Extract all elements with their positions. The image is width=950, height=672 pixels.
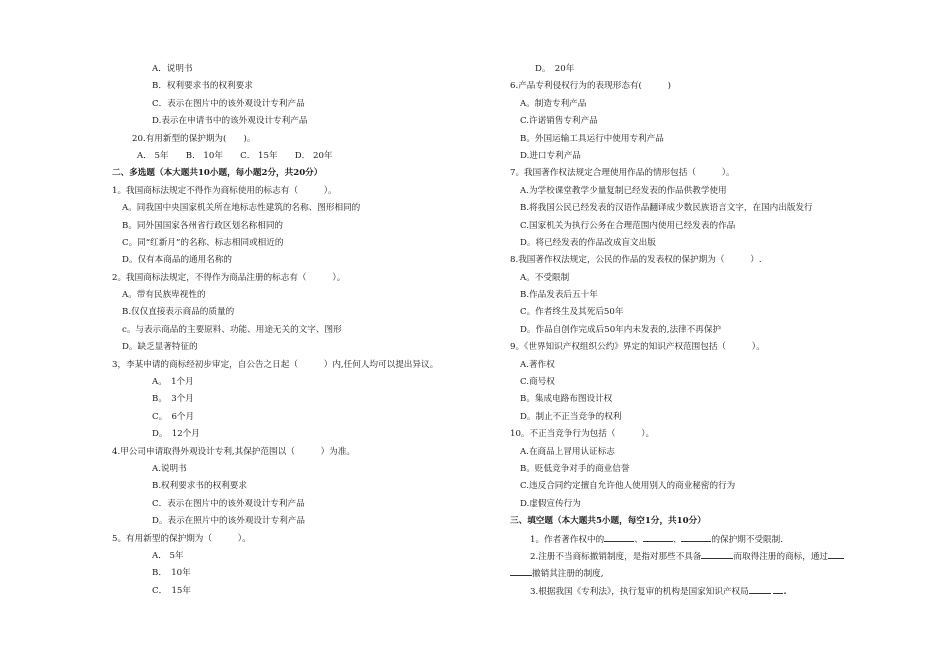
answer-blank[interactable] (604, 531, 634, 542)
question-line: C.违反合同约定擅自允许他人使用别人的商业秘密的行为 (520, 481, 736, 492)
fill-question-1-sep: 、 (672, 534, 682, 545)
question-line: D。将已经发表的作品改成盲文出版 (520, 237, 656, 248)
answer-blank[interactable] (773, 583, 783, 594)
question-line: 9。《世界知识产权组织公约》界定的知识产权范围包括（ ）。 (510, 342, 765, 353)
question-line: 7。我国著作权法规定合理使用作品的情形包括（ ）。 (510, 168, 735, 179)
question-line: D.表示在申请书中的该外观设计专利产品 (152, 116, 308, 127)
fill-question-2 (510, 548, 900, 565)
question-line: C．表示在图片中的该外观设计专利产品 (152, 498, 305, 509)
question-line: 4.甲公司申请取得外观设计专利,其保护范围以（ ）为准。 (112, 446, 355, 457)
question-line: B。贬低竞争对手的商业信誉 (520, 463, 630, 474)
question-line: A． 5年 B． 10年 C． 15年 D． 20年 (137, 150, 333, 161)
question-line: 2。我国商标法规定，不得作为商品注册的标志有（ ）。 (112, 272, 346, 283)
fill-question-1-text-a: 1。作者著作权中的 (530, 534, 605, 545)
question-line: B． 10年 (152, 568, 191, 579)
question-line: A。带有民族卑视性的 (122, 290, 206, 301)
question-line: A。制造专利产品 (520, 98, 587, 109)
question-line: 3，李某申请的商标经初步审定，自公告之日起（ ）内,任何人均可以提出异议。 (112, 359, 439, 370)
question-line: B.将我国公民已经发表的汉语作品翻译成少数民族语言文字，在国内出版发行 (520, 203, 813, 214)
question-line: A． 5年 (152, 550, 184, 561)
question-line: A。不受限制 (520, 272, 570, 283)
section-heading: 二、多选题（本大题共10小题，每小题2分，共20分） (112, 168, 323, 179)
question-line: B。 3个月 (152, 394, 194, 405)
question-line: B.仅仅直接表示商品的质量的 (122, 307, 235, 318)
question-line: C． 15年 (152, 585, 191, 596)
question-line: C．表示在图片中的该外观设计专利产品 (152, 98, 305, 109)
right-column (510, 61, 900, 600)
question-line: B。外国运输工具运行中使用专利产品 (520, 133, 664, 144)
question-line: A.著作权 (520, 359, 555, 370)
question-line: D。 12个月 (152, 429, 200, 440)
fill-question-2-text-b: 而取得注册的商标，通过 (733, 551, 829, 562)
fill-question-2-text-c: 撤销其注册的制度, (532, 569, 604, 580)
question-line: D。制止不正当竞争的权利 (520, 411, 622, 422)
fill-question-2-cont (510, 565, 900, 582)
question-line: B。同外国国家各州省行政区划名称相同的 (122, 220, 284, 231)
answer-blank[interactable] (510, 565, 532, 576)
question-line: D。表示在照片中的该外观设计专利产品 (152, 516, 305, 527)
question-line: 6.产品专利侵权行为的表现形态有( ) (510, 81, 671, 92)
question-line: A.为学校课堂教学少量复制已经发表的作品供教学使用 (520, 185, 727, 196)
question-line: C。 6个月 (152, 411, 195, 422)
fill-question-3 (510, 583, 900, 600)
question-line: 1。我国商标法规定不得作为商标使用的标志有（ ）。 (112, 185, 337, 196)
question-line: 5。有用新型的保护期为（ ）。 (112, 533, 251, 544)
question-line: D。缺乏显著特征的 (122, 342, 198, 353)
question-line: C。同“红新月”的名称、标志相同或相近的 (122, 237, 284, 248)
question-line: D。 20年 (535, 64, 575, 74)
answer-blank[interactable] (749, 583, 771, 594)
answer-blank[interactable] (828, 548, 844, 559)
answer-blank[interactable] (643, 531, 673, 542)
question-line: A.在商品上冒用认证标志 (520, 446, 615, 457)
right-lines (510, 61, 900, 531)
answer-blank[interactable] (681, 531, 711, 542)
question-line: A。同我国中央国家机关所在地标志性建筑的名称、图形相同的 (122, 203, 361, 214)
question-line: 8.我国著作权法规定，公民的作品的发表权的保护期为（ ）. (510, 255, 762, 266)
fill-question-3-end: . (783, 586, 787, 597)
question-line: D.进口专利产品 (520, 150, 581, 161)
question-line: B.权利要求书的权利要求 (152, 481, 247, 492)
fill-question-1 (510, 531, 900, 548)
section-heading: 三、填空题（本大题共5小题，每空1分，共10分） (510, 516, 706, 527)
question-line: B.作品发表后五十年 (520, 290, 598, 301)
question-line: C.许诺销售专利产品 (520, 116, 598, 127)
question-line: 20.有用新型的保护期为( )。 (132, 133, 256, 144)
question-line: B．权利要求书的权利要求 (152, 81, 253, 92)
question-line: c。与表示商品的主要原料、功能、用途无关的文字、图形 (122, 324, 342, 335)
question-line: A.说明书 (152, 463, 187, 474)
question-line: C。作者终生及其死后50年 (520, 307, 624, 318)
question-line: A。 1个月 (152, 377, 194, 388)
question-line: D.虚假宣传行为 (520, 498, 581, 509)
fill-question-3-text-a: 3.根据我国《专利法》，执行复审的机构是国家知识产权局 (530, 586, 749, 597)
question-line: D。仅有本商品的通用名称的 (122, 255, 233, 266)
left-column (112, 61, 500, 600)
question-line: C.国家机关为执行公务在合理范围内使用已经发表的作品 (520, 220, 736, 231)
answer-blank[interactable] (701, 548, 733, 559)
fill-question-2-text-a: 2.注册不当商标撤销制度，是指对那些不具备 (530, 551, 702, 562)
question-line: A．说明书 (152, 64, 193, 74)
fill-question-1-sep: 、 (634, 534, 643, 545)
question-line: D。作品自创作完成后50年内未发表的,法律不再保护 (520, 324, 722, 335)
question-line: C.商号权 (520, 377, 555, 388)
question-line: 10。不正当竞争行为包括（ ）。 (510, 429, 655, 440)
question-line: B。集成电路布图设计权 (520, 394, 613, 405)
fill-question-1-text-b: 的保护期不受限制. (711, 534, 783, 545)
